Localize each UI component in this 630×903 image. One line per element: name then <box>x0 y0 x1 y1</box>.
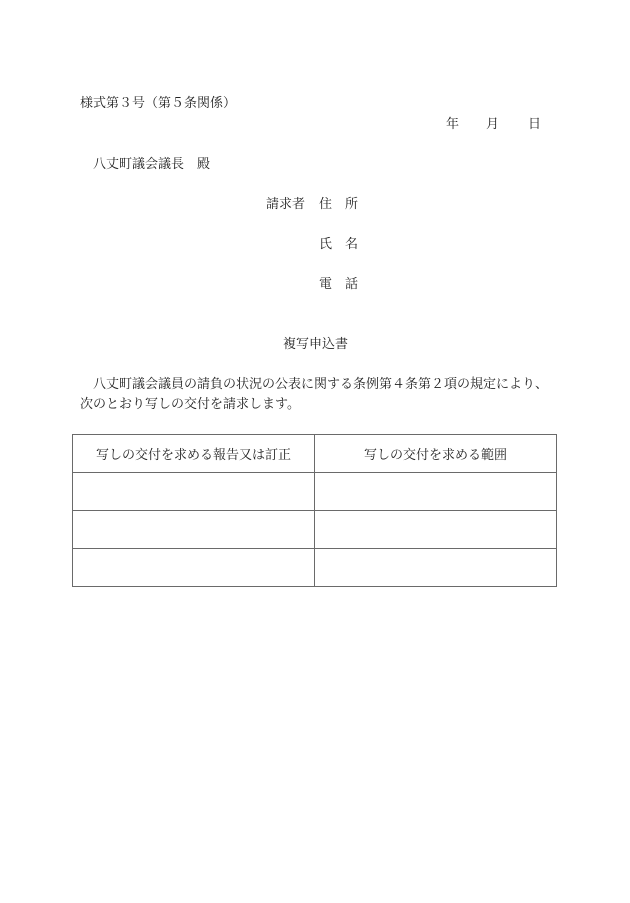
table-cell[interactable] <box>315 511 557 549</box>
header-report-or-correction: 写しの交付を求める報告又は訂正 <box>73 435 315 473</box>
document-title: 複写申込書 <box>283 337 349 352</box>
table-cell[interactable] <box>73 473 315 511</box>
date-day-label: 日 <box>528 117 542 132</box>
table-row <box>73 511 557 549</box>
header-scope: 写しの交付を求める範囲 <box>315 435 557 473</box>
table-row <box>73 549 557 587</box>
addressee: 八丈町議会議長 殿 <box>93 157 211 172</box>
request-table <box>72 434 557 587</box>
date-year-label: 年 <box>446 117 460 132</box>
table-cell[interactable] <box>315 473 557 511</box>
form-number: 様式第３号（第５条関係） <box>80 96 237 111</box>
table-cell[interactable] <box>315 549 557 587</box>
body-text-line1: 八丈町議会議員の請負の状況の公表に関する条例第４条第２項の規定により、 <box>93 377 549 392</box>
table-cell[interactable] <box>73 549 315 587</box>
table-row <box>73 473 557 511</box>
body-text-line2: 次のとおり写しの交付を請求します。 <box>80 397 300 412</box>
date-month-label: 月 <box>486 117 500 132</box>
phone-label: 電 話 <box>319 277 359 292</box>
address-label: 住 所 <box>319 197 359 212</box>
name-label: 氏 名 <box>319 237 359 252</box>
requester-label: 請求者 <box>266 197 306 212</box>
table-header-row <box>73 435 557 473</box>
table-cell[interactable] <box>73 511 315 549</box>
